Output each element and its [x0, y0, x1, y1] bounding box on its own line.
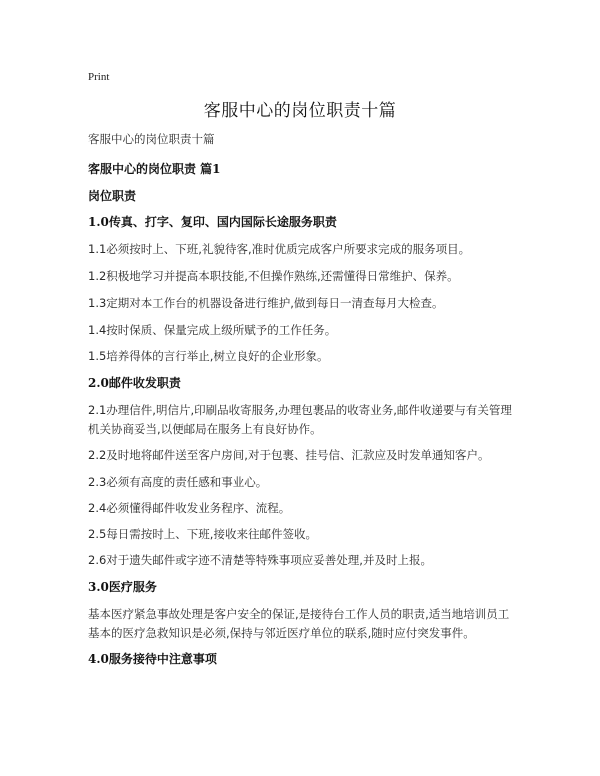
section-subheading: 岗位职责 — [88, 189, 137, 203]
list-item: 1.2积极地学习并提高本职技能,不但操作熟练,还需懂得日常维护、保养。 — [88, 269, 459, 283]
section-heading: 客服中心的岗位职责 篇1 — [88, 162, 221, 176]
group4-heading: 4.0服务接待中注意事项 — [88, 652, 217, 666]
list-item: 1.1必须按时上、下班,礼貌待客,准时优质完成客户所要求完成的服务项目。 — [88, 242, 471, 256]
list-item: 1.4按时保质、保量完成上级所赋予的工作任务。 — [88, 323, 337, 337]
group3-heading: 3.0医疗服务 — [88, 580, 157, 594]
paragraph: 基本医疗紧急事故处理是客户安全的保证,是接待台工作人员的职责,适当地培训员工基本的医疗急救知识是必须,保持与邻近医疗单位的联系,随时应付突发事件。 — [88, 607, 510, 640]
group2-heading: 2.0邮件收发职责 — [88, 376, 181, 390]
list-item: 2.4必须懂得邮件收发业务程序、流程。 — [88, 501, 291, 515]
list-item: 2.6对于遗失邮件或字迹不清楚等特殊事项应妥善处理,并及时上报。 — [88, 553, 432, 567]
group1-heading: 1.0传真、打字、复印、国内国际长途服务职责 — [88, 215, 337, 229]
page-title: 客服中心的岗位职责十篇 — [203, 101, 397, 121]
document-subtitle: 客服中心的岗位职责十篇 — [88, 132, 215, 146]
list-item: 1.3定期对本工作台的机器设备进行维护,做到每日一清查每月大检查。 — [88, 296, 444, 310]
list-item: 2.1办理信件,明信片,印刷品收寄服务,办理包裹品的收寄业务,邮件收递要与有关管理机关协商妥当,以便邮局在服务上有良好协作。 — [88, 403, 512, 436]
print-label: Print — [88, 71, 110, 83]
list-item: 2.3必须有高度的责任感和事业心。 — [88, 475, 268, 489]
list-item: 1.5培养得体的言行举止,树立良好的企业形象。 — [88, 349, 329, 363]
list-item: 2.2及时地将邮件送至客户房间,对于包裹、挂号信、汇款应及时发单通知客户。 — [88, 448, 490, 462]
list-item: 2.5每日需按时上、下班,接收来往邮件签收。 — [88, 527, 317, 541]
